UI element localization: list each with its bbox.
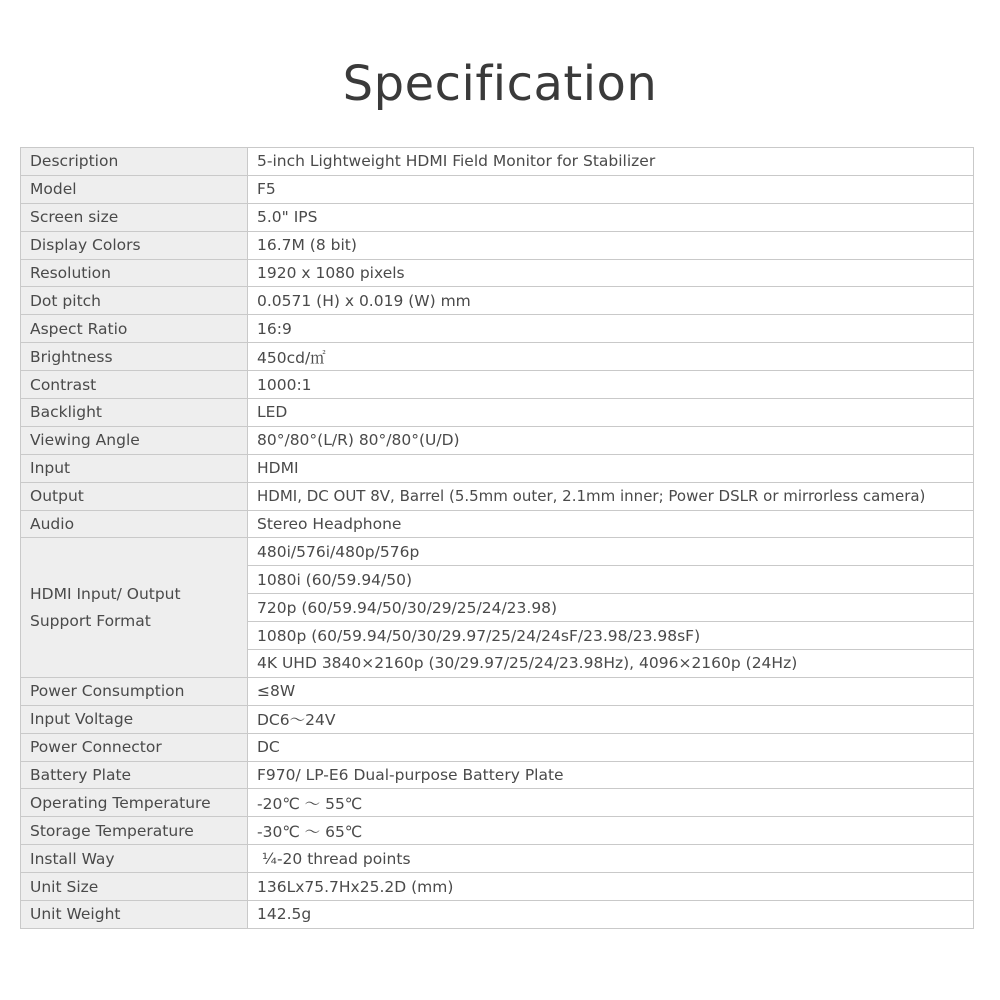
table-row	[21, 873, 974, 901]
hdmi-format-value: 1080p (60/59.94/50/30/29.97/25/24/24sF/23.98/23.98sF)	[248, 622, 974, 650]
table-row	[21, 175, 974, 203]
table-row	[21, 789, 974, 817]
hdmi-format-label-line1: HDMI Input/ Output	[30, 584, 181, 603]
row-label: Unit Size	[21, 873, 248, 901]
row-value: DC6～24V	[248, 705, 974, 733]
row-value: DC	[248, 733, 974, 761]
page-title: Specification	[342, 56, 658, 112]
row-label: Battery Plate	[21, 761, 248, 789]
row-label: Backlight	[21, 399, 248, 427]
spec-table-body	[21, 148, 974, 929]
table-row	[21, 426, 974, 454]
row-value: F970/ LP-E6 Dual-purpose Battery Plate	[248, 761, 974, 789]
row-value: 5-inch Lightweight HDMI Field Monitor for Stabilizer	[248, 148, 974, 176]
row-label: Operating Temperature	[21, 789, 248, 817]
row-value: 16:9	[248, 315, 974, 343]
row-value: 5.0" IPS	[248, 203, 974, 231]
table-row	[21, 845, 974, 873]
row-value: 1920 x 1080 pixels	[248, 259, 974, 287]
row-label: Input	[21, 454, 248, 482]
hdmi-format-value: 480i/576i/480p/576p	[248, 538, 974, 566]
row-label: Storage Temperature	[21, 817, 248, 845]
table-row	[21, 371, 974, 399]
table-row	[21, 343, 974, 371]
row-value: LED	[248, 399, 974, 427]
row-label: Install Way	[21, 845, 248, 873]
hdmi-format-value: 1080i (60/59.94/50)	[248, 566, 974, 594]
table-row	[21, 399, 974, 427]
row-label: Output	[21, 482, 248, 510]
row-label: Unit Weight	[21, 901, 248, 929]
table-row	[21, 148, 974, 176]
row-value: HDMI, DC OUT 8V, Barrel (5.5mm outer, 2.1mm inner; Power DSLR or mirrorless camera)	[248, 482, 974, 510]
hdmi-format-value: 4K UHD 3840×2160p (30/29.97/25/24/23.98Hz), 4096×2160p (24Hz)	[248, 650, 974, 678]
table-row	[21, 259, 974, 287]
row-value: 16.7M (8 bit)	[248, 231, 974, 259]
hdmi-format-value: 720p (60/59.94/50/30/29/25/24/23.98)	[248, 594, 974, 622]
row-value: 136Lx75.7Hx25.2D (mm)	[248, 873, 974, 901]
row-value: HDMI	[248, 454, 974, 482]
row-value: F5	[248, 175, 974, 203]
row-label: Model	[21, 175, 248, 203]
hdmi-format-label-line2: Support Format	[30, 611, 151, 630]
table-row	[21, 287, 974, 315]
table-row	[21, 482, 974, 510]
table-row	[21, 231, 974, 259]
row-value: -20℃ ～ 55℃	[248, 789, 974, 817]
row-label: Description	[21, 148, 248, 176]
row-value: Stereo Headphone	[248, 510, 974, 538]
row-label: Power Connector	[21, 733, 248, 761]
hdmi-format-label	[21, 538, 248, 677]
row-label: Audio	[21, 510, 248, 538]
row-label: Contrast	[21, 371, 248, 399]
table-row	[21, 733, 974, 761]
table-row	[21, 315, 974, 343]
row-value: 1000:1	[248, 371, 974, 399]
row-value: ≤8W	[248, 677, 974, 705]
table-row	[21, 761, 974, 789]
row-label: Power Consumption	[21, 677, 248, 705]
row-value: 142.5g	[248, 901, 974, 929]
table-row	[21, 677, 974, 705]
table-row	[21, 901, 974, 929]
table-row	[21, 817, 974, 845]
table-row	[21, 510, 974, 538]
row-label: Input Voltage	[21, 705, 248, 733]
row-label: Brightness	[21, 343, 248, 371]
row-label: Display Colors	[21, 231, 248, 259]
row-value: -30℃ ～ 65℃	[248, 817, 974, 845]
spec-table	[20, 147, 974, 929]
table-row	[21, 705, 974, 733]
row-label: Resolution	[21, 259, 248, 287]
row-value: ¼-20 thread points	[248, 845, 974, 873]
table-row	[21, 454, 974, 482]
table-row	[21, 203, 974, 231]
row-label: Screen size	[21, 203, 248, 231]
row-label: Dot pitch	[21, 287, 248, 315]
row-label: Viewing Angle	[21, 426, 248, 454]
table-row	[21, 538, 974, 566]
row-value: 450cd/㎡	[248, 343, 974, 371]
row-label: Aspect Ratio	[21, 315, 248, 343]
row-value: 80°/80°(L/R) 80°/80°(U/D)	[248, 426, 974, 454]
row-value: 0.0571 (H) x 0.019 (W) mm	[248, 287, 974, 315]
